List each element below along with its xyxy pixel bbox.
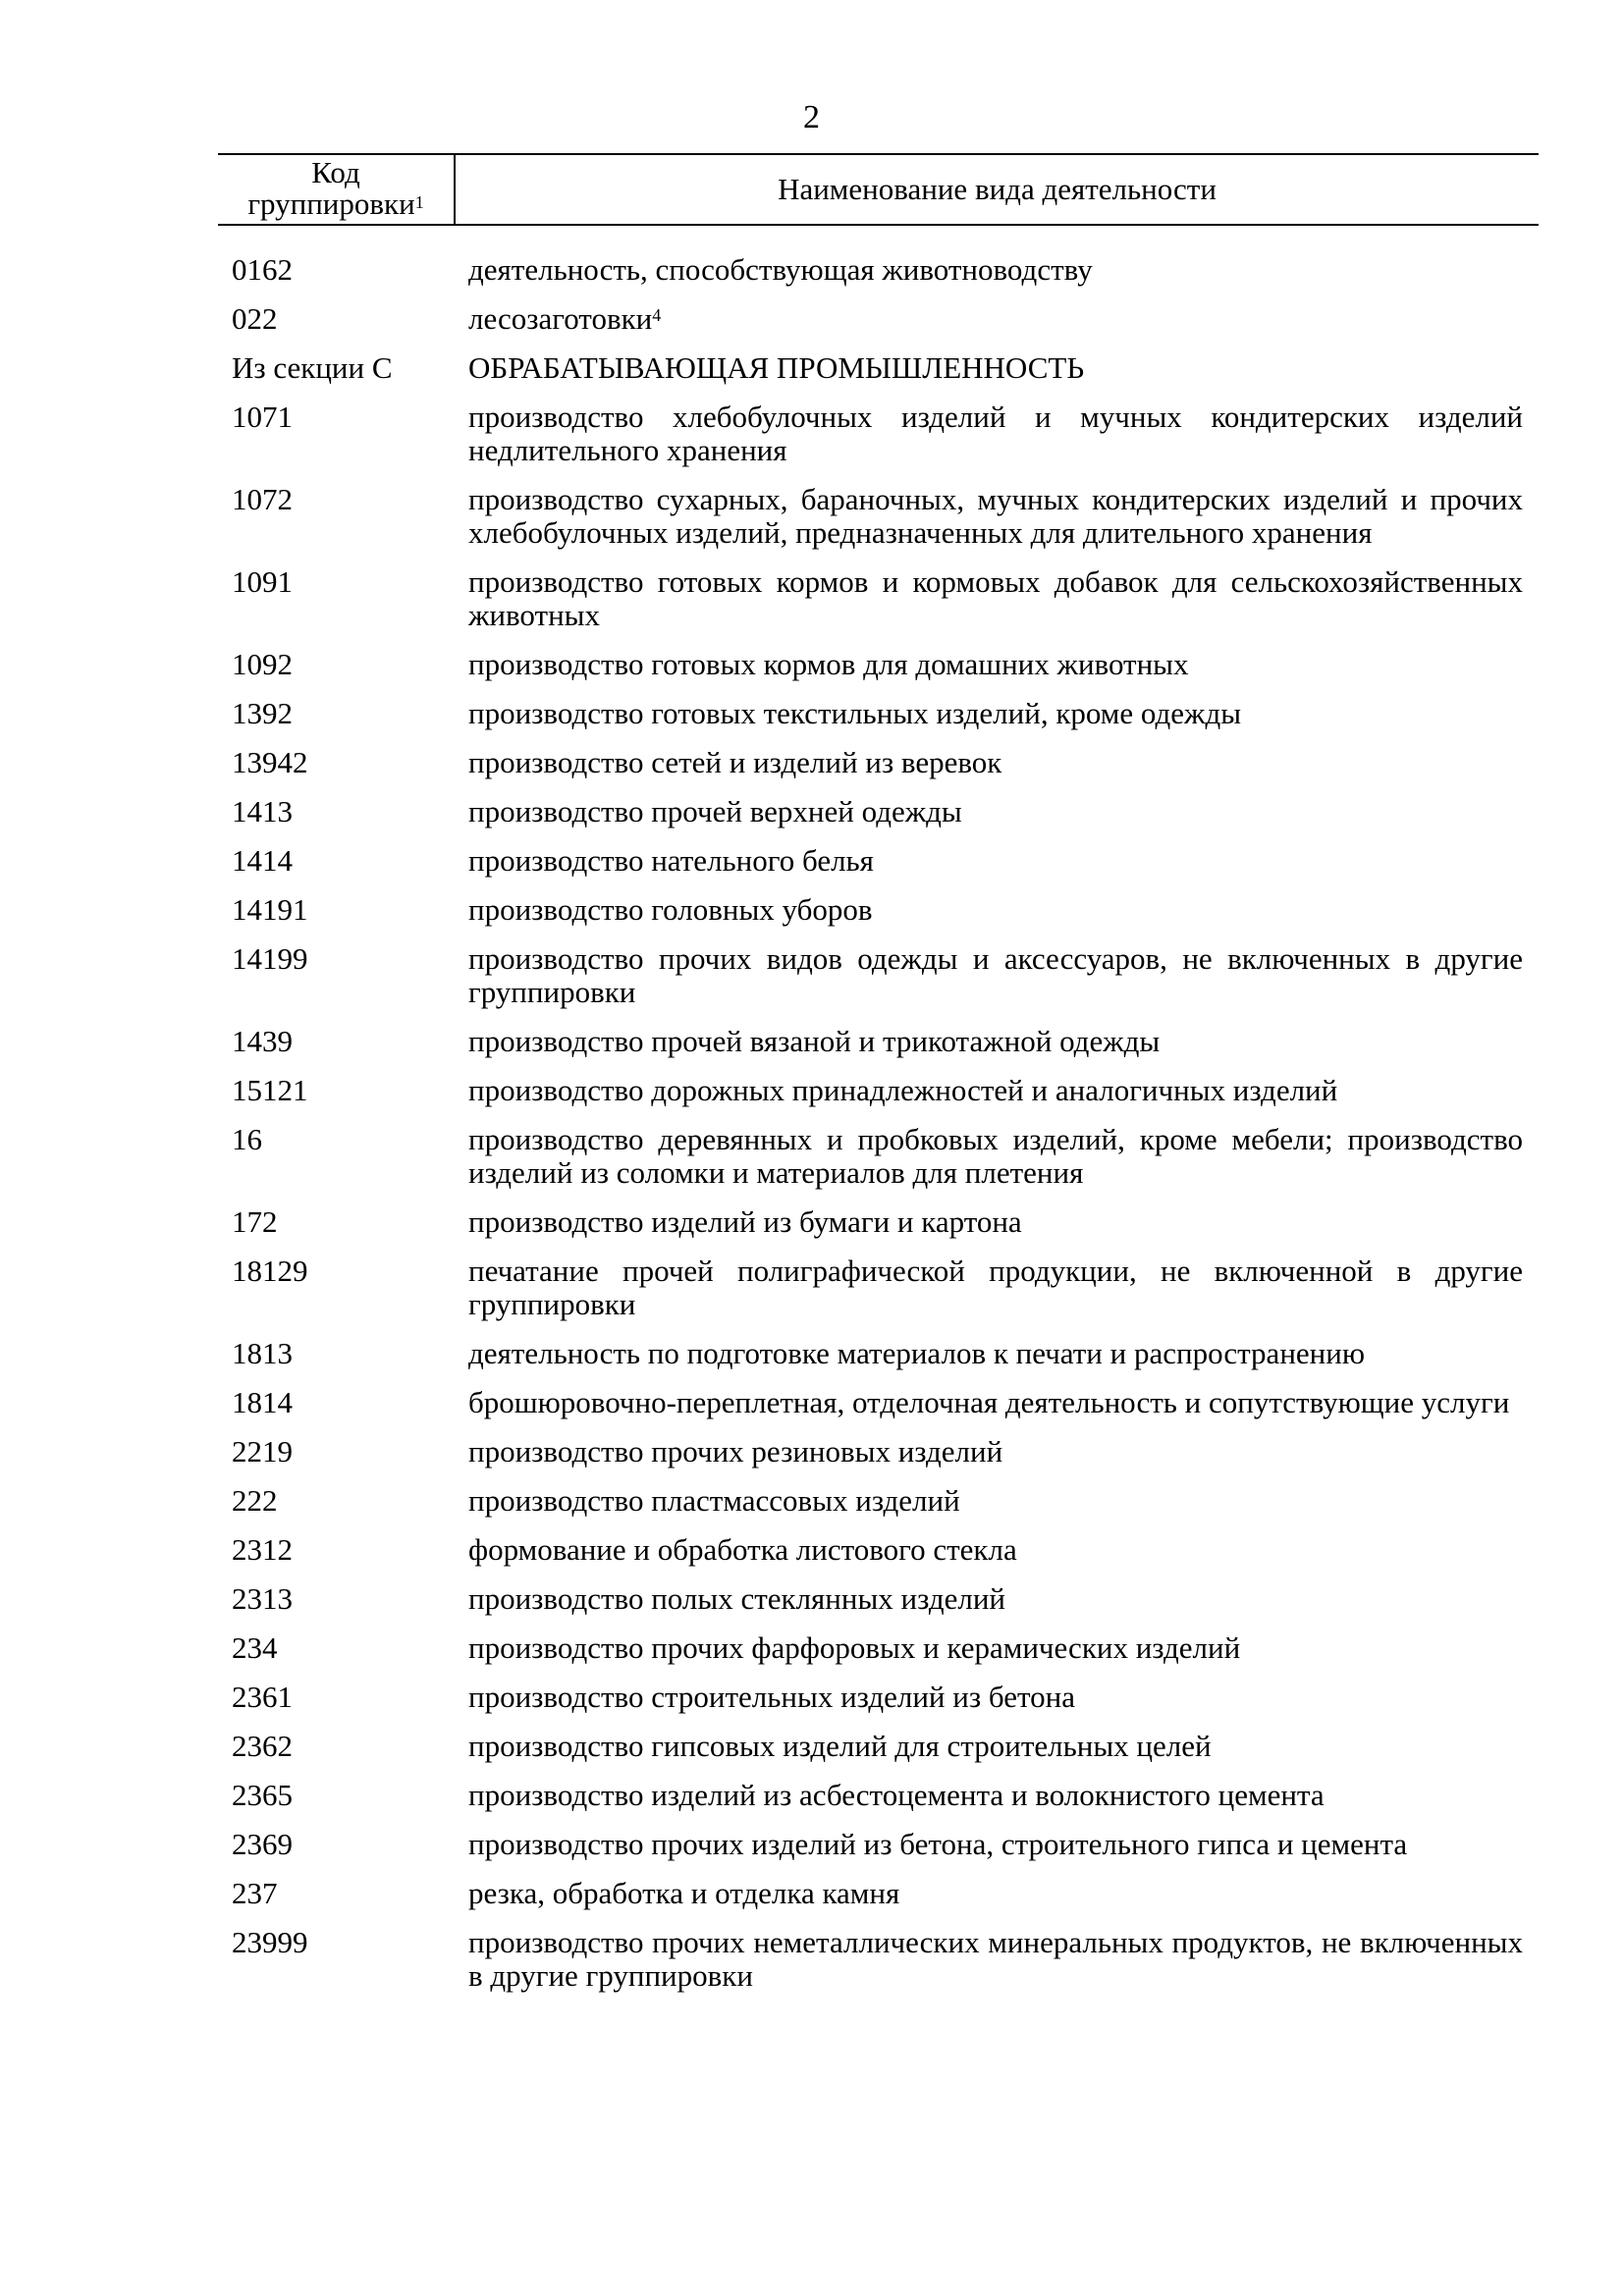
header-code-label-line2	[218, 188, 454, 220]
activity-name	[468, 942, 1523, 1009]
activity-name	[468, 844, 1523, 878]
table-row	[232, 1533, 1528, 1567]
activity-code: 234	[232, 1630, 278, 1665]
table-row	[232, 302, 1528, 336]
activity-code: 1091	[232, 564, 293, 599]
table-row	[232, 1877, 1528, 1910]
header-name-column: Наименование вида деятельности	[778, 172, 1217, 206]
header-code-label-text: группировки	[247, 187, 415, 221]
table-header	[218, 153, 1539, 226]
activity-name	[468, 1533, 1523, 1567]
activity-name	[468, 1681, 1523, 1714]
table-row	[232, 1582, 1528, 1616]
activity-code: 15121	[232, 1073, 308, 1107]
activity-name	[468, 1435, 1523, 1468]
activity-name-text: деятельность по подготовке материалов к печати и распространению	[468, 1336, 1366, 1370]
activity-code: 2312	[232, 1532, 293, 1567]
activity-name	[468, 648, 1523, 681]
page-number: 2	[803, 99, 820, 135]
activity-name	[468, 746, 1523, 779]
table-row	[232, 697, 1528, 730]
activity-name	[468, 1386, 1523, 1419]
activity-name	[468, 697, 1523, 730]
table-row	[232, 483, 1528, 550]
activity-code: 2362	[232, 1729, 293, 1763]
header-code-footnote: 1	[414, 192, 424, 212]
activity-name-text: производство прочих видов одежды и аксессуаров, не включенных в другие группировки	[468, 941, 1523, 1009]
activity-name-text: печатание прочей полиграфической продукции, не включенной в другие группировки	[468, 1254, 1523, 1321]
activity-name-text: ОБРАБАТЫВАЮЩАЯ ПРОМЫШЛЕННОСТЬ	[468, 350, 1085, 385]
activity-name	[468, 1582, 1523, 1616]
activity-code: 23999	[232, 1925, 308, 1959]
activity-name	[468, 795, 1523, 828]
table-row	[232, 1123, 1528, 1190]
activity-name-text: производство прочей вязаной и трикотажной одежды	[468, 1024, 1161, 1058]
activity-code: 2361	[232, 1680, 293, 1714]
activity-code: 2369	[232, 1827, 293, 1861]
activity-table-body	[232, 253, 1528, 2008]
activity-name-text: формование и обработка листового стекла	[468, 1532, 1017, 1567]
activity-name	[468, 1025, 1523, 1058]
activity-code: 1414	[232, 843, 293, 878]
activity-code: 1413	[232, 794, 293, 828]
table-row	[232, 1730, 1528, 1763]
table-row	[232, 1205, 1528, 1239]
activity-code: 1092	[232, 647, 293, 681]
activity-name-text: производство прочих фарфоровых и керамических изделий	[468, 1630, 1241, 1665]
activity-code: 13942	[232, 745, 308, 779]
activity-code: Из секции С	[232, 350, 393, 385]
table-row	[232, 893, 1528, 927]
activity-name-text: производство пластмассовых изделий	[468, 1483, 960, 1518]
activity-name-text: производство головных уборов	[468, 892, 873, 927]
activity-code: 1813	[232, 1336, 293, 1370]
table-row	[232, 253, 1528, 287]
activity-code: 172	[232, 1204, 278, 1239]
activity-name-text: производство сухарных, бараночных, мучных кондитерских изделий и прочих хлебобулочных изделий, предназначенных для длительного хранения	[468, 482, 1523, 550]
table-row	[232, 1779, 1528, 1812]
activity-name-text: деятельность, способствующая животноводству	[468, 252, 1093, 287]
activity-name-text: производство полых стеклянных изделий	[468, 1581, 1006, 1616]
activity-name	[468, 1205, 1523, 1239]
activity-name	[468, 1255, 1523, 1321]
table-row	[232, 1074, 1528, 1107]
header-code-column	[218, 155, 456, 224]
activity-name-text: производство гипсовых изделий для строительных целей	[468, 1729, 1212, 1763]
table-row	[232, 1631, 1528, 1665]
activity-code: 2313	[232, 1581, 293, 1616]
activity-name	[468, 1828, 1523, 1861]
table-row	[232, 1337, 1528, 1370]
table-row	[232, 1828, 1528, 1861]
activity-name-text: производство готовых текстильных изделий, кроме одежды	[468, 696, 1242, 730]
table-row	[232, 844, 1528, 878]
activity-name	[468, 1484, 1523, 1518]
table-row	[232, 746, 1528, 779]
header-code-label-line1: Код	[311, 155, 360, 189]
activity-name	[468, 253, 1523, 287]
activity-code: 18129	[232, 1254, 308, 1288]
activity-name-text: производство дорожных принадлежностей и аналогичных изделий	[468, 1073, 1338, 1107]
activity-name-text: производство изделий из бумаги и картона	[468, 1204, 1022, 1239]
activity-code: 1072	[232, 482, 293, 516]
table-row	[232, 351, 1528, 385]
activity-code: 14199	[232, 941, 308, 976]
activity-name-text: производство готовых кормов и кормовых добавок для сельскохозяйственных животных	[468, 564, 1523, 632]
activity-name	[468, 1123, 1523, 1190]
table-row	[232, 795, 1528, 828]
activity-name-text: производство готовых кормов для домашних животных	[468, 647, 1189, 681]
table-row	[232, 1435, 1528, 1468]
activity-name	[468, 565, 1523, 632]
table-row	[232, 400, 1528, 467]
activity-code: 16	[232, 1122, 262, 1156]
activity-name	[468, 1926, 1523, 1993]
table-row	[232, 1484, 1528, 1518]
activity-code: 2219	[232, 1434, 293, 1468]
activity-name-text: производство строительных изделий из бетона	[468, 1680, 1075, 1714]
table-row	[232, 648, 1528, 681]
footnote-marker: 4	[652, 305, 662, 325]
activity-name	[468, 1631, 1523, 1665]
table-row	[232, 1681, 1528, 1714]
activity-code: 1071	[232, 400, 293, 434]
activity-code: 022	[232, 301, 278, 336]
activity-name	[468, 483, 1523, 550]
activity-code: 2365	[232, 1778, 293, 1812]
activity-name-text: производство прочей верхней одежды	[468, 794, 962, 828]
activity-code: 0162	[232, 252, 293, 287]
table-row	[232, 1926, 1528, 1993]
activity-name-text: производство хлебобулочных изделий и мучных кондитерских изделий недлительного хранения	[468, 400, 1523, 467]
activity-code: 14191	[232, 892, 308, 927]
activity-name-text: производство сетей и изделий из веревок	[468, 745, 1002, 779]
activity-name	[468, 1337, 1523, 1370]
activity-name	[468, 1877, 1523, 1910]
activity-name-text: производство прочих изделий из бетона, строительного гипса и цемента	[468, 1827, 1408, 1861]
activity-code: 1392	[232, 696, 293, 730]
activity-name	[468, 400, 1523, 467]
activity-name-text: лесозаготовки	[468, 301, 653, 336]
table-row	[232, 1025, 1528, 1058]
activity-name	[468, 1730, 1523, 1763]
activity-code: 222	[232, 1483, 278, 1518]
activity-name	[468, 351, 1523, 385]
table-row	[232, 1255, 1528, 1321]
activity-code: 1439	[232, 1024, 293, 1058]
activity-name-text: резка, обработка и отделка камня	[468, 1876, 900, 1910]
table-row	[232, 1386, 1528, 1419]
table-row	[232, 565, 1528, 632]
activity-name-text: производство изделий из асбестоцемента и волокнистого цемента	[468, 1778, 1325, 1812]
activity-code: 237	[232, 1876, 278, 1910]
activity-name-text: производство нательного белья	[468, 843, 874, 878]
activity-name	[468, 302, 1523, 336]
activity-name-text: производство прочих резиновых изделий	[468, 1434, 1003, 1468]
activity-name	[468, 1074, 1523, 1107]
activity-name-text: брошюровочно-переплетная, отделочная деятельность и сопутствующие услуги	[468, 1385, 1510, 1419]
activity-name	[468, 893, 1523, 927]
activity-code: 1814	[232, 1385, 293, 1419]
activity-name-text: производство прочих неметаллических минеральных продуктов, не включенных в другие группировки	[468, 1925, 1523, 1993]
activity-name	[468, 1779, 1523, 1812]
table-row	[232, 942, 1528, 1009]
activity-name-text: производство деревянных и пробковых изделий, кроме мебели; производство изделий из соломки и материалов для плетения	[468, 1122, 1523, 1190]
